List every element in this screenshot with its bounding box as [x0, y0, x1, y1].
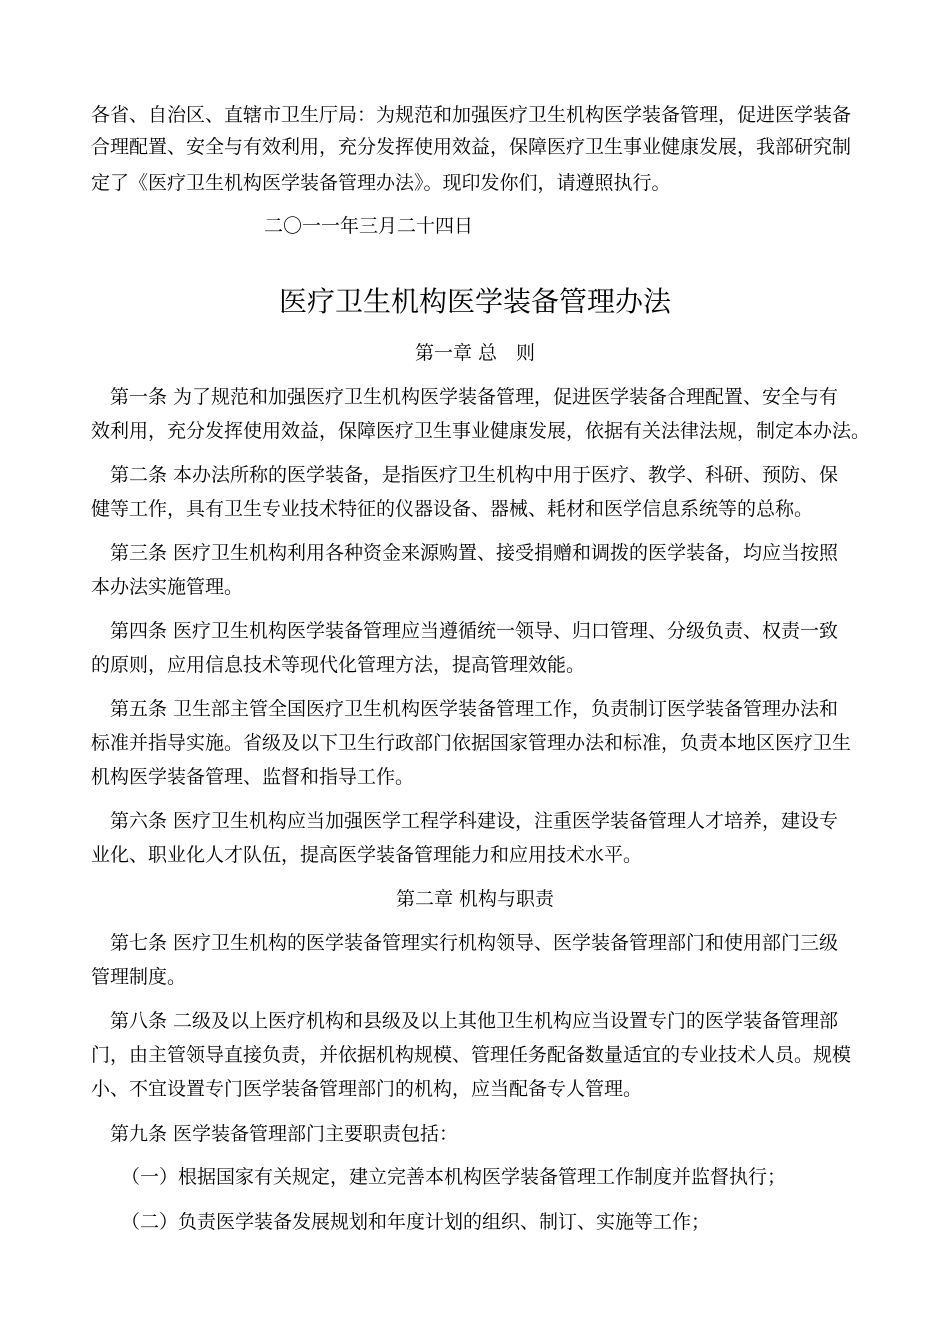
- article-9-item-1: （一）根据国家有关规定，建立完善本机构医学装备管理工作制度并监督执行；: [121, 1166, 787, 1188]
- notice-line-3: 定了《医疗卫生机构医学装备管理办法》。现印发你们，请遵照执行。: [91, 172, 671, 194]
- document-title: 医疗卫生机构医学装备管理办法: [278, 285, 671, 318]
- article-9-item-2: （二）负责医学装备发展规划和年度计划的组织、制订、实施等工作；: [121, 1211, 711, 1233]
- article-5-line-1: 第五条 卫生部主管全国医疗卫生机构医学装备管理工作，负责制订医学装备管理办法和: [110, 698, 839, 720]
- article-6-line-1: 第六条 医疗卫生机构应当加强医学工程学科建设，注重医学装备管理人才培养，建设专: [110, 810, 839, 832]
- article-8-line-3: 小、不宜设置专门医学装备管理部门的机构，应当配备专人管理。: [91, 1078, 643, 1100]
- article-9-line: 第九条 医学装备管理部门主要职责包括：: [110, 1123, 459, 1145]
- article-6-line-2: 业化、职业化人才队伍，提高医学装备管理能力和应用技术水平。: [91, 844, 643, 866]
- article-7-line-2: 管理制度。: [91, 966, 187, 988]
- notice-date: 二〇一一年三月二十四日: [264, 215, 474, 237]
- article-1-line-1: 第一条 为了规范和加强医疗卫生机构医学装备管理，促进医学装备合理配置、安全与有: [110, 386, 839, 408]
- article-4-line-2: 的原则，应用信息技术等现代化管理方法，提高管理效能。: [91, 654, 586, 676]
- article-7-line-1: 第七条 医疗卫生机构的医学装备管理实行机构领导、医学装备管理部门和使用部门三级: [110, 932, 839, 954]
- article-2-line-1: 第二条 本办法所称的医学装备，是指医疗卫生机构中用于医疗、教学、科研、预防、保: [110, 464, 839, 486]
- article-1-line-2: 效利用，充分发挥使用效益，保障医疗卫生事业健康发展，依据有关法律法规，制定本办法。: [91, 420, 871, 442]
- chapter-2-heading: 第二章 机构与职责: [395, 888, 555, 910]
- article-3-line-1: 第三条 医疗卫生机构利用各种资金来源购置、接受捐赠和调拨的医学装备，均应当按照: [110, 542, 839, 564]
- article-5-line-3: 机构医学装备管理、监督和指导工作。: [91, 766, 415, 788]
- article-3-line-2: 本办法实施管理。: [91, 576, 244, 598]
- notice-line-2: 合理配置、安全与有效利用，充分发挥使用效益，保障医疗卫生事业健康发展，我部研究制: [91, 136, 852, 158]
- article-8-line-2: 门，由主管领导直接负责，并依据机构规模、管理任务配备数量适宜的专业技术人员。规模: [91, 1044, 852, 1066]
- article-4-line-1: 第四条 医疗卫生机构医学装备管理应当遵循统一领导、归口管理、分级负责、权责一致: [110, 620, 839, 642]
- article-5-line-2: 标准并指导实施。省级及以下卫生行政部门依据国家管理办法和标准，负责本地区医疗卫生: [91, 732, 852, 754]
- article-2-line-2: 健等工作，具有卫生专业技术特征的仪器设备、器械、耗材和医学信息系统等的总称。: [91, 498, 814, 520]
- chapter-1-heading: 第一章 总 则: [414, 342, 536, 364]
- article-8-line-1: 第八条 二级及以上医疗机构和县级及以上其他卫生机构应当设置专门的医学装备管理部: [110, 1010, 839, 1032]
- notice-line-1: 各省、自治区、直辖市卫生厅局：为规范和加强医疗卫生机构医学装备管理，促进医学装备: [91, 104, 852, 126]
